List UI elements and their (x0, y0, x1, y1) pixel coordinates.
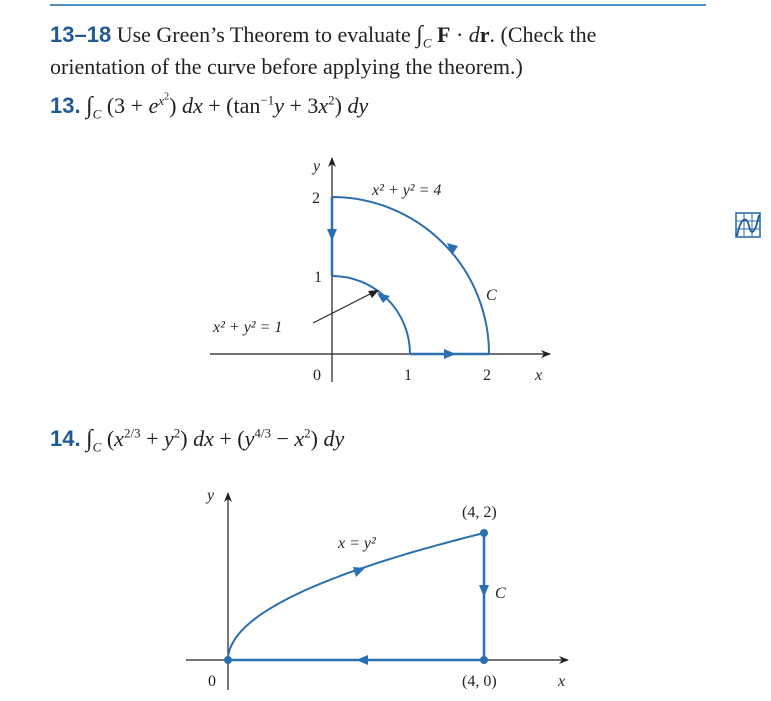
curve-eq-label-14: x = y² (338, 535, 376, 552)
y-label-14: y (207, 487, 215, 504)
line-integral-expression: $\int_C$ F · dr (416, 22, 490, 51)
arrow-right-14 (479, 585, 489, 597)
tick-x1-13: 1 (404, 367, 412, 384)
point-origin-14 (224, 656, 232, 664)
exercise-range: 13–18 (50, 22, 112, 47)
origin-13: 0 (313, 367, 321, 384)
tick-y1-13: 1 (314, 269, 322, 286)
point-bottom-label: (4, 0) (462, 673, 497, 690)
pointer-line (313, 291, 376, 323)
inner-arc (332, 276, 410, 354)
outer-arc (332, 197, 489, 354)
instruction-line-2: orientation of the curve before applying the theorem.) (50, 54, 523, 79)
inner-curve-label: x² + y² = 1 (213, 319, 283, 336)
graphing-calculator-icon (735, 212, 761, 238)
parabola-x-eq-y2 (228, 533, 484, 660)
outer-curve-label: x² + y² = 4 (372, 182, 442, 199)
point-top-label: (4, 2) (462, 504, 497, 521)
x-label-13: x (535, 367, 543, 384)
instruction-text: Use Green’s Theorem to evaluate (116, 22, 411, 47)
problem-14 (50, 426, 344, 453)
point-4-0 (480, 656, 488, 664)
arrow-bottom-14 (356, 655, 368, 665)
curve-c-label-14: C (495, 585, 506, 602)
point-4-2 (480, 529, 488, 537)
x-label-14: x (558, 673, 566, 690)
problem-13-integral: $\int_C$ $(3 + e^{x^2})$ dx + $(\tan^{-1}y + 3x^2)$ dy (86, 91, 369, 122)
arrow-left-13 (327, 229, 337, 241)
origin-14: 0 (208, 673, 216, 690)
tick-y2-13: 2 (312, 190, 320, 207)
check-text: . (Check the (489, 22, 597, 47)
problem-13-number: 13. (50, 93, 81, 118)
problem-14-integral: $\int_C$ $(x^{2/3} + y^2)$ dx + $(y^{4/3} - x^2)$ dy (86, 425, 345, 455)
curve-c-label-13: C (486, 287, 497, 304)
y-label-13: y (313, 158, 321, 175)
arrow-bottom-13 (444, 349, 456, 359)
arrow-inner-13 (377, 293, 390, 303)
problem-14-number: 14. (50, 426, 81, 451)
tick-x2-13: 2 (483, 367, 491, 384)
arrow-parabola-14 (353, 567, 365, 577)
